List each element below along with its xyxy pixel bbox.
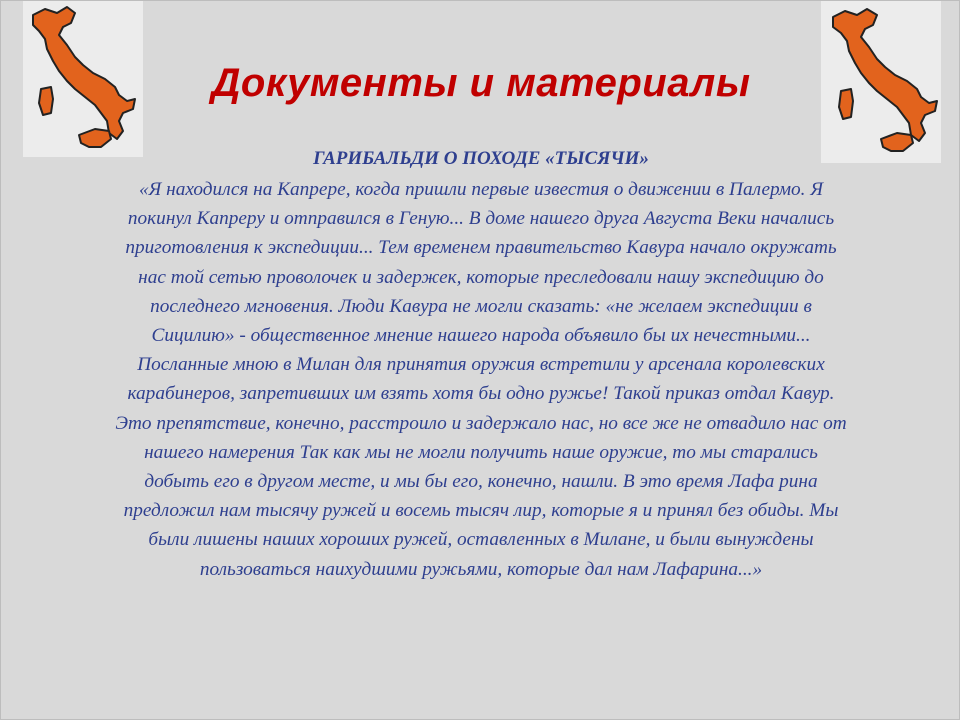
quote-line: Сицилию» - общественное мнение нашего народа объявило бы их нечестными...: [151, 325, 811, 347]
quote-line: «Я находился на Капрере, когда пришли первые известия о движении в Палермо. Я: [139, 179, 823, 200]
quote-text: [23, 175, 939, 584]
quote-line: добыть его в другом месте, и мы бы его, конечно, нашли. В это время Лафа рина: [144, 471, 818, 493]
italy-map-icon: [23, 1, 143, 157]
quote-line: были лишены наших хороших ружей, оставленных в Милане, и были вынуждены: [148, 529, 814, 551]
quote-line: нас той сетью проволочек и задержек, которые преследовали нашу экспедицию до: [138, 266, 824, 288]
italy-map-icon: [821, 1, 941, 163]
quote-line: покинул Капреру и отправился в Геную... В доме нашего друга Августа Веки начались: [127, 208, 835, 230]
italy-map-left-svg: [23, 1, 143, 157]
quote-line: последнего мгновения. Люди Кавура не могли сказать: «не желаем экспедиции в: [150, 295, 812, 317]
quote-line: пользоваться наихудшими ружьями, которые дал нам Лафарина...»: [199, 558, 763, 580]
quote-line: нашего намерения Так как мы не могли получить наше оружие, то мы старались: [144, 441, 818, 463]
slide-title: Документы и материалы: [211, 61, 751, 105]
italy-map-right-svg: [821, 1, 941, 163]
quote-line: приготовления к экспедиции... Тем временем правительство Кавура начало окружать: [125, 237, 837, 259]
quote-line: карабинеров, запретивших им взять хотя бы одно ружье! Такой приказ отдал Кавур.: [127, 383, 835, 405]
slide-subtitle: ГАРИБАЛЬДИ О ПОХОДЕ «ТЫСЯЧИ»: [313, 148, 649, 169]
quote-line: Это препятствие, конечно, расстроило и задержало нас, но все же не отвадило нас от: [115, 412, 847, 434]
quote-line: предложил нам тысячу ружей и восемь тысяч лир, которые я и принял без обиды. Мы: [123, 500, 839, 522]
quote-line: Посланные мною в Милан для принятия оружия встретили у арсенала королевских: [137, 354, 825, 376]
